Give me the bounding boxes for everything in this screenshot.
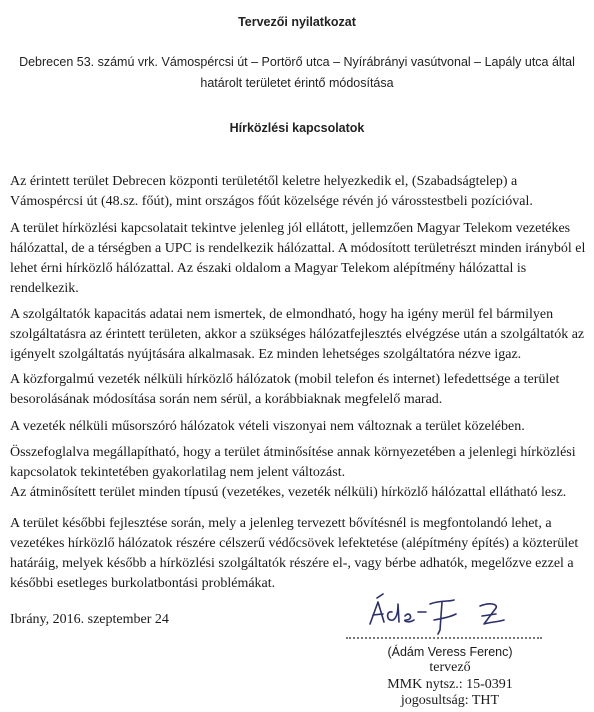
section-title: Hírközlési kapcsolatok: [229, 121, 365, 135]
signature-dotted-line: [346, 637, 542, 639]
paragraph-capacity: A szolgáltatók kapacitás adatai nem ismertek, de elmondható, hogy ha igény merül fel bármilyen szolgáltatásra az érintett területen, akkor a szükséges hálózatfejlesztés elvégzése után a szolgáltatók az igényelt szolgáltatás nyújtására alkalmasak. Ez minden lehetséges szolgáltatóra nézve igaz.: [10, 307, 585, 362]
paragraph-current-connections: A terület hírközlési kapcsolatait tekintve jelenleg jól ellátott, jellemzően Magyar Telekom vezetékes hálózattal, de a térségben a UPC is rendelkezik hálózattal. A módosított területrészt minden irányból el lehet érni hírközlő hálózattal. Az északi oldalom a Magyar Telekom alépítmény hálózattal is rendelkezik.: [10, 221, 586, 296]
document-title: Tervezői nyilatkozat: [238, 15, 356, 29]
paragraph-summary: Összefoglalva megállapítható, hogy a terület átminősítése annak környezetében a jelenlegi hírközlési kapcsolatok tekintetében gyakorlatilag nem jelent változást.: [10, 445, 576, 480]
paragraph-broadcast: A vezeték nélküli műsorszóró hálózatok vételi viszonyai nem változnak a terület közelében.: [10, 419, 525, 434]
signatory-name: (Ádám Veress Ferenc): [387, 645, 513, 659]
handwritten-signature: [356, 590, 536, 642]
paragraph-mobile-coverage: A közforgalmú vezeték nélküli hírközlő hálózatok (mobil telefon és internet) lefedettsége a terület besorolásának módosítása során nem sérül, a korábbiaknak megfelelő marad.: [10, 372, 560, 407]
signatory-role: tervező: [429, 660, 471, 675]
paragraph-future-development: A terület későbbi fejlesztése során, mely a jelenleg tervezett bővítésnél is megfontolandó lehet, a vezetékes hírközlő hálózatok részére célszerű védőcsövek lefektetése (alépítmény építés) a közterület határáig, melyek később a hírközlési szolgáltatók részére el-, vagy bérbe adhatók, megelőzve ezzel a későbbi esetleges burkolatbontási problémákat.: [10, 516, 579, 591]
place-and-date: Ibrány, 2016. szeptember 24: [10, 612, 169, 627]
paragraph-summary-conclusion: Az átminősített terület minden típusú (vezetékes, vezeték nélküli) hírközlő hálózattal ellátható lesz.: [10, 485, 567, 500]
paragraph-location: Az érintett terület Debrecen központi területétől keletre helyezkedik el, (Szabadságtelep) a Vámospércsi út (48.sz. főút), mint országos főút közelsége révén jó városstestbeli pozícióval.: [10, 174, 533, 209]
document-subject: Debrecen 53. számú vrk. Vámospércsi út – Portörő utca – Nyírábrányi vasútvonal – Lapály utca által határolt területet érintő módosítása: [19, 55, 575, 90]
signatory-license: MMK nytsz.: 15-0391: [387, 677, 513, 692]
signatory-scope: jogosultság: THT: [400, 693, 500, 708]
